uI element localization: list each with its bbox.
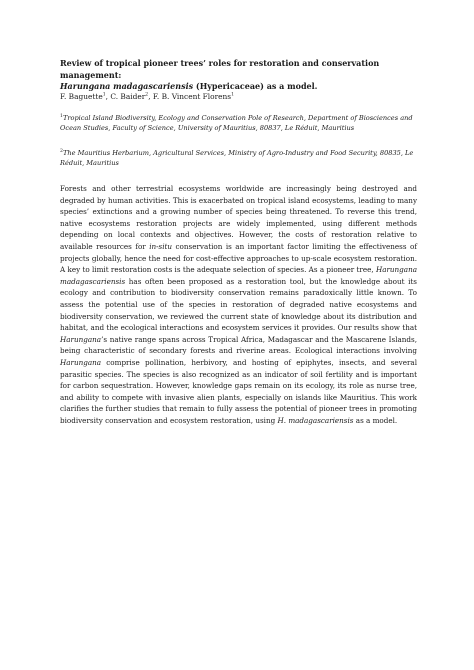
title-rest: (Hypericaceae) as a model. bbox=[193, 81, 318, 91]
affiliation-mark: 1 bbox=[60, 113, 63, 119]
author-name: F. Baguette bbox=[60, 92, 103, 101]
title-species: Harungana madagascariensis bbox=[60, 81, 194, 91]
author-name: C. Baider bbox=[110, 92, 146, 101]
author-separator: , bbox=[105, 92, 111, 101]
affiliation-mark: 2 bbox=[60, 148, 63, 154]
affiliation-text: Tropical Island Biodiversity, Ecology and Conservation Pole of Research, Department of Biosciences and Ocean Studies, Faculty of Science, University of Mauritius, 80837, Le Réduit, Mauritius bbox=[60, 114, 413, 133]
abstract-text: conservation is an important factor limiting the effectiveness of projects globally, hence the need for cost-effective approaches to up-scale ecosystem restoration. A key to limit restoration costs is the adequate selection of species. As a pioneer tree, bbox=[60, 241, 418, 275]
author-list bbox=[60, 92, 420, 102]
abstract-italic-term: Harungana madagascariensis bbox=[60, 265, 417, 286]
abstract-italic-term: H. madagascariensis bbox=[277, 415, 354, 425]
title-line-1: Review of tropical pioneer trees’ roles for restoration and conservation management: bbox=[60, 58, 380, 80]
abstract-text: comprise pollination, herbivory, and hosting of epiphytes, insects, and several parasitic species. The species is also recognized as an indicator of soil fertility and is important for carbon sequestration. However, knowledge gaps remain on its ecology, its role as nurse tree, and ability to compete with invasive alien plants, especially on islands like Mauritius. This work clarifies the further studies that remain to fully assess the potential of pioneer trees in promoting biodiversity conservation and ecosystem restoration, using bbox=[60, 357, 417, 425]
paper-title bbox=[60, 58, 440, 93]
abstract-text: has often been proposed as a restoration tool, but the knowledge about its ecology and contribution to biodiversity conservation remains paradoxically little known. To assess the potential use of the species in restoration of degraded native ecosystems and biodiversity conservation, we reviewed the current state of knowledge about its distribution and habitat, and the ecological interactions and ecosystem services it provides. Our results show that bbox=[60, 276, 417, 333]
abstract-italic-term: Harungana bbox=[60, 334, 102, 344]
abstract-text: ’s native range spans across Tropical Africa, Madagascar and the Mascarene Islands, being characteristic of secondary forests and riverine areas. Ecological interactions involving bbox=[60, 334, 417, 356]
author-name: F. B. Vincent Florens bbox=[152, 92, 232, 101]
affiliation-text: The Mauritius Herbarium, Agricultural Services, Ministry of Agro-Industry and Food Security, 80835, Le Réduit, Mauritius bbox=[60, 149, 414, 168]
abstract-italic-term: in-situ bbox=[149, 241, 173, 251]
author-affiliation-mark: 1 bbox=[102, 92, 106, 98]
abstract-text: Forests and other terrestrial ecosystems worldwide are increasingly being destroyed and degraded by human activities. This is exacerbated on tropical island ecosystems, leading to many species’ extinctions and a growing number of species being threatened. To reverse this trend, native ecosystems restoration projects are widely implemented, using different methods depending on local contexts and objectives. However, the costs of restoration relative to available resources for bbox=[60, 184, 417, 251]
author-separator: , bbox=[148, 92, 153, 101]
affiliation-2 bbox=[60, 148, 420, 168]
affiliation-1 bbox=[60, 113, 420, 133]
abstract-text: as a model. bbox=[353, 415, 398, 425]
abstract-paragraph bbox=[60, 183, 417, 426]
author-affiliation-mark: 1 bbox=[231, 92, 234, 98]
author-affiliation-mark: 2 bbox=[145, 92, 149, 98]
abstract-italic-term: Harungana bbox=[60, 357, 102, 367]
